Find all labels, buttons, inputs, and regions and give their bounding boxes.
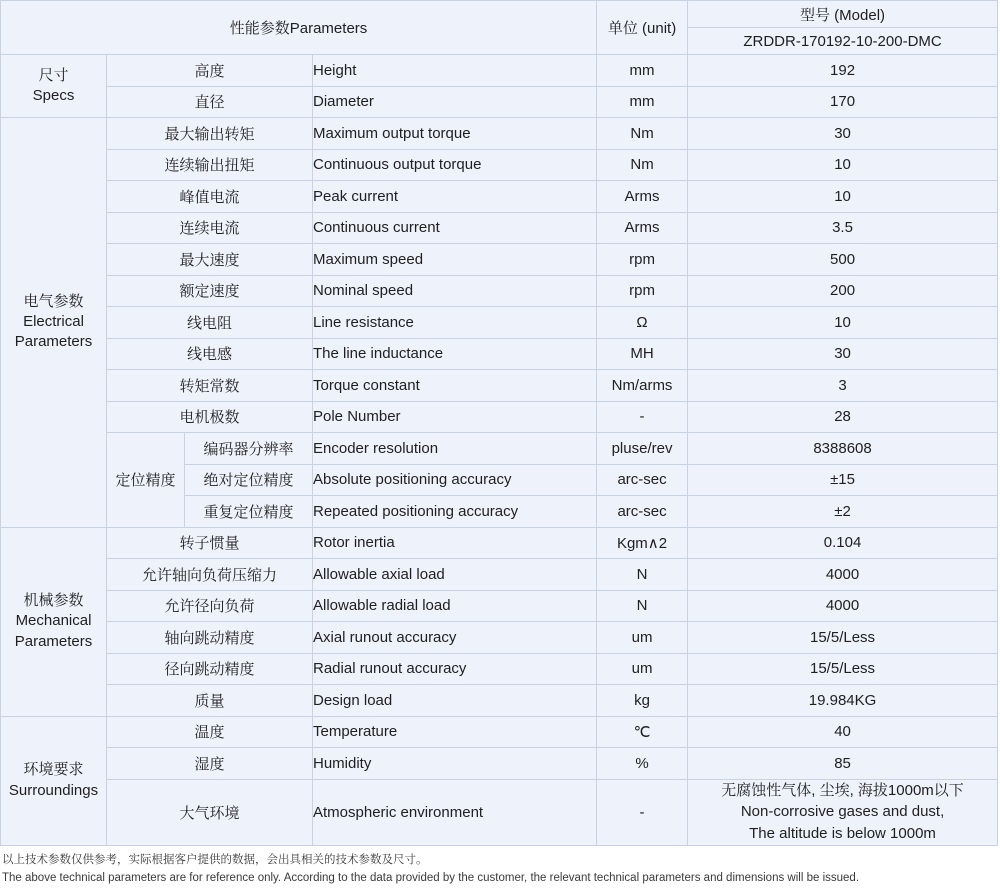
row-label-cn: 湿度 <box>107 748 313 780</box>
row-unit: Arms <box>597 212 688 244</box>
atmosphere-value-line1: 无腐蚀性气体, 尘埃, 海拔1000m以下 <box>721 781 964 799</box>
header-model: 型号 (Model) <box>688 1 998 28</box>
row-label-en: Pole Number <box>313 401 597 433</box>
table-row <box>1 118 998 150</box>
header-parameters: 性能参数Parameters <box>1 1 597 55</box>
header-model-value: ZRDDR-170192-10-200-DMC <box>688 28 998 55</box>
row-value: 4000 <box>688 559 998 591</box>
row-unit: arc-sec <box>597 464 688 496</box>
row-label-en: Continuous current <box>313 212 597 244</box>
row-unit: Kgm∧2 <box>597 527 688 559</box>
row-value: 30 <box>688 118 998 150</box>
row-label-en: Repeated positioning accuracy <box>313 496 597 528</box>
row-label-cn: 电机极数 <box>107 401 313 433</box>
row-label-en: Allowable axial load <box>313 559 597 591</box>
row-label-en: Diameter <box>313 86 597 118</box>
row-label-cn: 轴向跳动精度 <box>107 622 313 654</box>
group-mechanical <box>1 527 107 716</box>
row-unit: N <box>597 590 688 622</box>
group-mechanical-en-line2: Parameters <box>14 632 93 650</box>
row-value: 170 <box>688 86 998 118</box>
table-row <box>1 622 998 654</box>
table-row <box>1 338 998 370</box>
row-label-en: Continuous output torque <box>313 149 597 181</box>
header-unit: 单位 (unit) <box>597 1 688 55</box>
row-label-cn: 峰值电流 <box>107 181 313 213</box>
row-label-cn: 高度 <box>107 55 313 87</box>
table-row <box>1 590 998 622</box>
row-unit: kg <box>597 685 688 717</box>
table-row <box>1 370 998 402</box>
row-value: 28 <box>688 401 998 433</box>
row-label-cn: 直径 <box>107 86 313 118</box>
table-row <box>1 212 998 244</box>
row-label-en: Temperature <box>313 716 597 748</box>
row-label-cn: 最大输出转矩 <box>107 118 313 150</box>
row-label-en: Height <box>313 55 597 87</box>
row-value: 0.104 <box>688 527 998 559</box>
row-label-en: Peak current <box>313 181 597 213</box>
row-unit: Nm/arms <box>597 370 688 402</box>
row-unit: pluse/rev <box>597 433 688 465</box>
row-label-en: Encoder resolution <box>313 433 597 465</box>
group-electrical-en-line2: Parameters <box>14 333 93 351</box>
group-mechanical-en-line1: Mechanical <box>15 612 92 630</box>
row-value: ±2 <box>688 496 998 528</box>
table-row <box>1 181 998 213</box>
row-label-en: Line resistance <box>313 307 597 339</box>
row-unit: arc-sec <box>597 496 688 528</box>
row-label-en: Nominal speed <box>313 275 597 307</box>
table-row <box>1 86 998 118</box>
row-label-en: Torque constant <box>313 370 597 402</box>
row-value: 8388608 <box>688 433 998 465</box>
row-label-cn: 重复定位精度 <box>185 496 313 528</box>
row-label-cn: 允许轴向负荷压缩力 <box>107 559 313 591</box>
row-unit: um <box>597 653 688 685</box>
row-unit: - <box>597 401 688 433</box>
table-row <box>1 244 998 276</box>
row-label-en: Absolute positioning accuracy <box>313 464 597 496</box>
table-row <box>1 149 998 181</box>
row-value: 40 <box>688 716 998 748</box>
table-row <box>1 748 998 780</box>
row-unit: % <box>597 748 688 780</box>
row-value: 500 <box>688 244 998 276</box>
group-surroundings-en: Surroundings <box>8 781 99 799</box>
atmosphere-value-line3: The altitude is below 1000m <box>749 825 936 842</box>
group-electrical <box>1 118 107 528</box>
subgroup-positioning-accuracy: 定位精度 <box>107 433 185 528</box>
footnote-en: The above technical parameters are for reference only. According to the data provided by the customer, the relevant technical parameters and dimensions will be issued. <box>2 871 860 884</box>
row-label-en: Rotor inertia <box>313 527 597 559</box>
row-label-cn: 允许径向负荷 <box>107 590 313 622</box>
row-label-en: Maximum output torque <box>313 118 597 150</box>
row-value: 3 <box>688 370 998 402</box>
row-value: 85 <box>688 748 998 780</box>
atmosphere-value-line2: Non-corrosive gases and dust, <box>740 803 945 821</box>
row-unit: Arms <box>597 181 688 213</box>
row-unit: mm <box>597 55 688 87</box>
row-value: 15/5/Less <box>688 653 998 685</box>
row-label-cn: 线电感 <box>107 338 313 370</box>
row-unit: - <box>597 779 688 845</box>
row-label-cn: 连续输出扭矩 <box>107 149 313 181</box>
row-value <box>688 779 998 845</box>
row-label-en: Maximum speed <box>313 244 597 276</box>
table-row <box>1 716 998 748</box>
row-label-cn: 温度 <box>107 716 313 748</box>
row-unit: um <box>597 622 688 654</box>
row-label-cn: 最大速度 <box>107 244 313 276</box>
row-label-cn: 转子惯量 <box>107 527 313 559</box>
row-label-en: Design load <box>313 685 597 717</box>
row-label-en: The line inductance <box>313 338 597 370</box>
row-label-cn: 转矩常数 <box>107 370 313 402</box>
table-row <box>1 401 998 433</box>
row-value: 19.984KG <box>688 685 998 717</box>
row-unit: Nm <box>597 149 688 181</box>
table-row <box>1 527 998 559</box>
row-value: ±15 <box>688 464 998 496</box>
row-label-cn: 连续电流 <box>107 212 313 244</box>
row-label-en: Radial runout accuracy <box>313 653 597 685</box>
table-row <box>1 685 998 717</box>
table-row <box>1 275 998 307</box>
row-label-en: Humidity <box>313 748 597 780</box>
group-surroundings-cn: 环境要求 <box>23 761 84 779</box>
row-value: 200 <box>688 275 998 307</box>
table-header-row <box>1 1 998 28</box>
row-label-cn: 编码器分辨率 <box>185 433 313 465</box>
row-label-cn: 额定速度 <box>107 275 313 307</box>
row-unit: Ω <box>597 307 688 339</box>
group-surroundings <box>1 716 107 845</box>
group-electrical-cn: 电气参数 <box>23 292 84 310</box>
table-row <box>1 433 998 465</box>
row-label-cn: 径向跳动精度 <box>107 653 313 685</box>
row-unit: ℃ <box>597 716 688 748</box>
group-mechanical-cn: 机械参数 <box>23 592 84 610</box>
row-unit: rpm <box>597 244 688 276</box>
group-electrical-en-line1: Electrical <box>23 313 84 331</box>
row-value: 10 <box>688 307 998 339</box>
table-row <box>1 559 998 591</box>
row-label-en: Atmospheric environment <box>313 779 597 845</box>
table-row-atmosphere <box>1 779 998 845</box>
row-unit: MH <box>597 338 688 370</box>
group-specs-cn: 尺寸 <box>38 66 69 84</box>
row-label-cn: 绝对定位精度 <box>185 464 313 496</box>
row-value: 4000 <box>688 590 998 622</box>
row-value: 15/5/Less <box>688 622 998 654</box>
row-value: 10 <box>688 181 998 213</box>
row-label-cn: 大气环境 <box>107 779 313 845</box>
table-row <box>1 55 998 87</box>
table-row <box>1 307 998 339</box>
footnote-cn: 以上技术参数仅供参考，实际根据客户提供的数据，会出具相关的技术参数及尺寸。 <box>2 853 428 866</box>
row-value: 3.5 <box>688 212 998 244</box>
group-specs-en: Specs <box>32 87 75 104</box>
row-value: 192 <box>688 55 998 87</box>
row-label-en: Axial runout accuracy <box>313 622 597 654</box>
row-label-cn: 线电阻 <box>107 307 313 339</box>
row-unit: Nm <box>597 118 688 150</box>
row-label-cn: 质量 <box>107 685 313 717</box>
row-label-en: Allowable radial load <box>313 590 597 622</box>
group-specs <box>1 55 107 118</box>
table-row <box>1 653 998 685</box>
row-value: 10 <box>688 149 998 181</box>
row-unit: N <box>597 559 688 591</box>
row-unit: rpm <box>597 275 688 307</box>
footnotes <box>0 846 1000 891</box>
row-value: 30 <box>688 338 998 370</box>
row-unit: mm <box>597 86 688 118</box>
